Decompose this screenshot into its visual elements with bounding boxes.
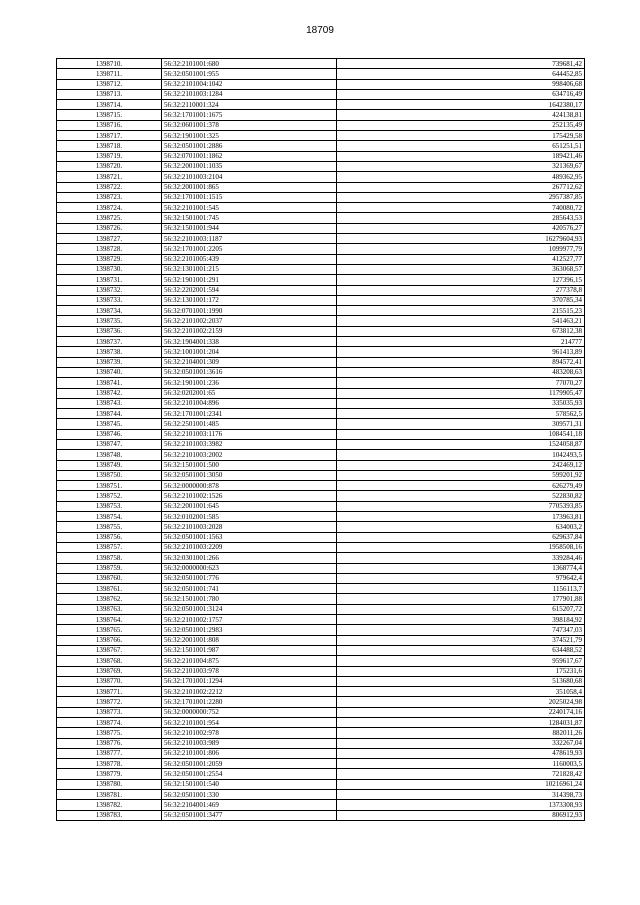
cadastral-value-cell: 412527,77 — [337, 254, 585, 264]
row-number-cell: 1398759. — [57, 563, 162, 573]
cadastral-number-cell: 56:32:1701001:1675 — [162, 110, 337, 120]
row-number-cell: 1398736. — [57, 326, 162, 336]
cadastral-value-cell: 398184,92 — [337, 615, 585, 625]
cadastral-number-cell: 56:32:0701001:1990 — [162, 306, 337, 316]
cadastral-number-cell: 56:32:0301001:266 — [162, 553, 337, 563]
cadastral-number-cell: 56:32:0701001:1862 — [162, 151, 337, 161]
cadastral-value-cell: 1642380,17 — [337, 100, 585, 110]
table-row — [57, 100, 585, 110]
table-row — [57, 69, 585, 79]
row-number-cell: 1398713. — [57, 89, 162, 99]
page-number: 18709 — [306, 25, 334, 36]
cadastral-value-cell: 998406,68 — [337, 79, 585, 89]
table-row — [57, 306, 585, 316]
row-number-cell: 1398729. — [57, 254, 162, 264]
cadastral-value-cell: 644452,85 — [337, 69, 585, 79]
cadastral-number-cell: 56:32:0501001:2886 — [162, 141, 337, 151]
table-row — [57, 388, 585, 398]
cadastral-number-cell: 56:32:2001001:865 — [162, 182, 337, 192]
cadastral-value-cell: 2240174,16 — [337, 707, 585, 717]
row-number-cell: 1398781. — [57, 790, 162, 800]
cadastral-value-cell: 309571,31 — [337, 419, 585, 429]
cadastral-number-cell: 56:32:1501001:944 — [162, 223, 337, 233]
cadastral-value-cell: 374521,79 — [337, 635, 585, 645]
cadastral-number-cell: 56:32:2101004:875 — [162, 656, 337, 666]
cadastral-value-cell: 424138,81 — [337, 110, 585, 120]
cadastral-number-cell: 56:32:2101003:978 — [162, 666, 337, 676]
table-row — [57, 223, 585, 233]
cadastral-number-cell: 56:32:2101003:2209 — [162, 542, 337, 552]
cadastral-value-cell: 267712,62 — [337, 182, 585, 192]
row-number-cell: 1398769. — [57, 666, 162, 676]
row-number-cell: 1398711. — [57, 69, 162, 79]
cadastral-value-cell: 747347,03 — [337, 625, 585, 635]
cadastral-number-cell: 56:32:1301001:215 — [162, 264, 337, 274]
table-row — [57, 687, 585, 697]
table-row — [57, 604, 585, 614]
cadastral-value-cell: 615207,72 — [337, 604, 585, 614]
row-number-cell: 1398743. — [57, 398, 162, 408]
row-number-cell: 1398710. — [57, 59, 162, 69]
cadastral-number-cell: 56:32:0102001:585 — [162, 512, 337, 522]
cadastral-number-cell: 56:32:2101003:1187 — [162, 234, 337, 244]
table-row — [57, 501, 585, 511]
table-row — [57, 378, 585, 388]
row-number-cell: 1398720. — [57, 161, 162, 171]
cadastral-value-table — [56, 58, 585, 821]
table-row — [57, 79, 585, 89]
cadastral-value-cell: 806912,93 — [337, 810, 585, 820]
row-number-cell: 1398764. — [57, 615, 162, 625]
table-row — [57, 120, 585, 130]
cadastral-value-cell: 882011,26 — [337, 728, 585, 738]
table-row — [57, 656, 585, 666]
table-row — [57, 213, 585, 223]
cadastral-value-cell: 285643,53 — [337, 213, 585, 223]
cadastral-value-cell: 1084541,18 — [337, 429, 585, 439]
cadastral-number-cell: 56:32:2101003:2028 — [162, 522, 337, 532]
cadastral-number-cell: 56:32:0501001:741 — [162, 584, 337, 594]
table-row — [57, 728, 585, 738]
cadastral-number-cell: 56:32:0501001:3124 — [162, 604, 337, 614]
row-number-cell: 1398762. — [57, 594, 162, 604]
table-row — [57, 666, 585, 676]
row-number-cell: 1398749. — [57, 460, 162, 470]
table-row — [57, 542, 585, 552]
cadastral-number-cell: 56:32:1501001:745 — [162, 213, 337, 223]
cadastral-number-cell: 56:32:0601001:378 — [162, 120, 337, 130]
cadastral-number-cell: 56:32:2101002:2037 — [162, 316, 337, 326]
row-number-cell: 1398779. — [57, 769, 162, 779]
cadastral-number-cell: 56:32:2101005:439 — [162, 254, 337, 264]
row-number-cell: 1398738. — [57, 347, 162, 357]
row-number-cell: 1398776. — [57, 738, 162, 748]
cadastral-number-cell: 56:32:2101002:2159 — [162, 326, 337, 336]
row-number-cell: 1398739. — [57, 357, 162, 367]
cadastral-value-cell: 175429,58 — [337, 131, 585, 141]
row-number-cell: 1398773. — [57, 707, 162, 717]
table-row — [57, 790, 585, 800]
table-row — [57, 718, 585, 728]
cadastral-number-cell: 56:32:1901001:325 — [162, 131, 337, 141]
cadastral-value-cell: 177901,88 — [337, 594, 585, 604]
cadastral-number-cell: 56:32:2101002:1757 — [162, 615, 337, 625]
table-row — [57, 748, 585, 758]
cadastral-value-cell: 215515,23 — [337, 306, 585, 316]
table-row — [57, 151, 585, 161]
cadastral-value-cell: 1284031,87 — [337, 718, 585, 728]
row-number-cell: 1398775. — [57, 728, 162, 738]
cadastral-number-cell: 56:32:2101001:954 — [162, 718, 337, 728]
row-number-cell: 1398778. — [57, 759, 162, 769]
cadastral-number-cell: 56:32:2101003:2002 — [162, 450, 337, 460]
table-row — [57, 563, 585, 573]
table-row — [57, 625, 585, 635]
table-row — [57, 398, 585, 408]
cadastral-number-cell: 56:32:2101002:1526 — [162, 491, 337, 501]
cadastral-value-cell: 1524058,87 — [337, 439, 585, 449]
cadastral-value-cell: 16279604,93 — [337, 234, 585, 244]
row-number-cell: 1398783. — [57, 810, 162, 820]
cadastral-value-cell: 478619,93 — [337, 748, 585, 758]
row-number-cell: 1398758. — [57, 553, 162, 563]
row-number-cell: 1398765. — [57, 625, 162, 635]
row-number-cell: 1398745. — [57, 419, 162, 429]
cadastral-value-cell: 1042493,5 — [337, 450, 585, 460]
table-row — [57, 584, 585, 594]
row-number-cell: 1398763. — [57, 604, 162, 614]
cadastral-number-cell: 56:32:1701001:2280 — [162, 697, 337, 707]
cadastral-number-cell: 56:32:0501001:955 — [162, 69, 337, 79]
table-row — [57, 645, 585, 655]
cadastral-value-cell: 420576,27 — [337, 223, 585, 233]
row-number-cell: 1398719. — [57, 151, 162, 161]
table-row — [57, 316, 585, 326]
table-row — [57, 800, 585, 810]
table-row — [57, 759, 585, 769]
cadastral-value-cell: 351058,4 — [337, 687, 585, 697]
cadastral-value-cell: 10216961,24 — [337, 779, 585, 789]
cadastral-value-cell: 363068,57 — [337, 264, 585, 274]
cadastral-value-cell: 332267,04 — [337, 738, 585, 748]
table-row — [57, 697, 585, 707]
cadastral-value-cell: 513680,68 — [337, 676, 585, 686]
table-row — [57, 285, 585, 295]
table-row — [57, 460, 585, 470]
table-row — [57, 707, 585, 717]
cadastral-number-cell: 56:32:2101004:1042 — [162, 79, 337, 89]
row-number-cell: 1398751. — [57, 481, 162, 491]
cadastral-value-cell: 1156113,7 — [337, 584, 585, 594]
cadastral-number-cell: 56:32:2101003:1284 — [162, 89, 337, 99]
cadastral-number-cell: 56:32:0501001:2059 — [162, 759, 337, 769]
cadastral-value-cell: 1160003,5 — [337, 759, 585, 769]
row-number-cell: 1398712. — [57, 79, 162, 89]
cadastral-value-cell: 321369,67 — [337, 161, 585, 171]
table-row — [57, 110, 585, 120]
cadastral-value-cell: 651251,51 — [337, 141, 585, 151]
cadastral-value-cell: 740080,72 — [337, 203, 585, 213]
row-number-cell: 1398761. — [57, 584, 162, 594]
cadastral-value-cell: 370785,34 — [337, 295, 585, 305]
row-number-cell: 1398777. — [57, 748, 162, 758]
table-row — [57, 275, 585, 285]
cadastral-value-cell: 1368774,4 — [337, 563, 585, 573]
table-body — [57, 59, 585, 821]
row-number-cell: 1398718. — [57, 141, 162, 151]
table-row — [57, 89, 585, 99]
table-row — [57, 635, 585, 645]
table-row — [57, 470, 585, 480]
cadastral-value-cell: 894572,41 — [337, 357, 585, 367]
table-row — [57, 131, 585, 141]
cadastral-value-cell: 214777 — [337, 337, 585, 347]
cadastral-number-cell: 56:32:0501001:2554 — [162, 769, 337, 779]
cadastral-number-cell: 56:32:1901001:236 — [162, 378, 337, 388]
cadastral-number-cell: 56:32:0000000:878 — [162, 481, 337, 491]
cadastral-value-cell: 175231,6 — [337, 666, 585, 676]
cadastral-value-cell: 2025024,98 — [337, 697, 585, 707]
cadastral-number-cell: 56:32:1501001:500 — [162, 460, 337, 470]
row-number-cell: 1398725. — [57, 213, 162, 223]
table-row — [57, 532, 585, 542]
table-row — [57, 161, 585, 171]
cadastral-value-cell: 626279,49 — [337, 481, 585, 491]
cadastral-number-cell: 56:32:0501001:3616 — [162, 367, 337, 377]
cadastral-number-cell: 56:32:0501001:3477 — [162, 810, 337, 820]
cadastral-number-cell: 56:32:0501001:330 — [162, 790, 337, 800]
row-number-cell: 1398715. — [57, 110, 162, 120]
row-number-cell: 1398722. — [57, 182, 162, 192]
cadastral-number-cell: 56:32:0501001:3050 — [162, 470, 337, 480]
row-number-cell: 1398717. — [57, 131, 162, 141]
row-number-cell: 1398774. — [57, 718, 162, 728]
table-row — [57, 264, 585, 274]
cadastral-value-cell: 599201,92 — [337, 470, 585, 480]
cadastral-number-cell: 56:32:2001001:808 — [162, 635, 337, 645]
cadastral-number-cell: 56:32:2101003:1176 — [162, 429, 337, 439]
table-row — [57, 234, 585, 244]
cadastral-number-cell: 56:32:1501001:540 — [162, 779, 337, 789]
cadastral-number-cell: 56:32:2101001:545 — [162, 203, 337, 213]
cadastral-number-cell: 56:32:0000000:623 — [162, 563, 337, 573]
cadastral-number-cell: 56:32:0202001:65 — [162, 388, 337, 398]
row-number-cell: 1398741. — [57, 378, 162, 388]
table-row — [57, 244, 585, 254]
row-number-cell: 1398750. — [57, 470, 162, 480]
row-number-cell: 1398723. — [57, 192, 162, 202]
cadastral-value-cell: 1958508,16 — [337, 542, 585, 552]
row-number-cell: 1398730. — [57, 264, 162, 274]
table-row — [57, 779, 585, 789]
cadastral-value-cell: 961413,89 — [337, 347, 585, 357]
table-row — [57, 59, 585, 69]
cadastral-value-cell: 721828,42 — [337, 769, 585, 779]
row-number-cell: 1398737. — [57, 337, 162, 347]
cadastral-value-cell: 541463,21 — [337, 316, 585, 326]
cadastral-number-cell: 56:32:1501001:780 — [162, 594, 337, 604]
cadastral-value-cell: 634716,49 — [337, 89, 585, 99]
cadastral-number-cell: 56:32:2101002:2212 — [162, 687, 337, 697]
row-number-cell: 1398744. — [57, 409, 162, 419]
cadastral-value-cell: 189421,46 — [337, 151, 585, 161]
table-row — [57, 295, 585, 305]
cadastral-number-cell: 56:32:2101003:3982 — [162, 439, 337, 449]
row-number-cell: 1398757. — [57, 542, 162, 552]
table-row — [57, 367, 585, 377]
cadastral-value-cell: 277378,8 — [337, 285, 585, 295]
cadastral-value-cell: 335035,93 — [337, 398, 585, 408]
table-row — [57, 450, 585, 460]
table-row — [57, 337, 585, 347]
cadastral-number-cell: 56:32:2202001:594 — [162, 285, 337, 295]
table-row — [57, 522, 585, 532]
table-row — [57, 326, 585, 336]
row-number-cell: 1398755. — [57, 522, 162, 532]
row-number-cell: 1398721. — [57, 172, 162, 182]
table-row — [57, 810, 585, 820]
table-row — [57, 429, 585, 439]
table-row — [57, 419, 585, 429]
cadastral-number-cell: 56:32:2101001:806 — [162, 748, 337, 758]
cadastral-number-cell: 56:32:2101001:680 — [162, 59, 337, 69]
table-row — [57, 141, 585, 151]
row-number-cell: 1398782. — [57, 800, 162, 810]
row-number-cell: 1398766. — [57, 635, 162, 645]
table-row — [57, 203, 585, 213]
table-row — [57, 347, 585, 357]
cadastral-number-cell: 56:32:0501001:1563 — [162, 532, 337, 542]
table-row — [57, 676, 585, 686]
cadastral-value-cell: 7705393,85 — [337, 501, 585, 511]
cadastral-value-cell: 483208,63 — [337, 367, 585, 377]
row-number-cell: 1398740. — [57, 367, 162, 377]
cadastral-value-cell: 634488,52 — [337, 645, 585, 655]
cadastral-value-cell: 314398,73 — [337, 790, 585, 800]
cadastral-value-cell: 739681,42 — [337, 59, 585, 69]
table-row — [57, 409, 585, 419]
row-number-cell: 1398724. — [57, 203, 162, 213]
cadastral-number-cell: 56:32:0501001:776 — [162, 573, 337, 583]
row-number-cell: 1398748. — [57, 450, 162, 460]
row-number-cell: 1398753. — [57, 501, 162, 511]
row-number-cell: 1398728. — [57, 244, 162, 254]
cadastral-number-cell: 56:32:1904001:338 — [162, 337, 337, 347]
row-number-cell: 1398771. — [57, 687, 162, 697]
cadastral-value-cell: 578562,5 — [337, 409, 585, 419]
cadastral-number-cell: 56:32:2001001:1035 — [162, 161, 337, 171]
cadastral-number-cell: 56:32:2101003:989 — [162, 738, 337, 748]
row-number-cell: 1398746. — [57, 429, 162, 439]
cadastral-number-cell: 56:32:1901001:291 — [162, 275, 337, 285]
row-number-cell: 1398734. — [57, 306, 162, 316]
table-row — [57, 738, 585, 748]
cadastral-value-cell: 1179905,47 — [337, 388, 585, 398]
cadastral-value-cell: 959617,67 — [337, 656, 585, 666]
cadastral-number-cell: 56:32:1501001:987 — [162, 645, 337, 655]
row-number-cell: 1398727. — [57, 234, 162, 244]
row-number-cell: 1398772. — [57, 697, 162, 707]
cadastral-number-cell: 56:32:1701001:2341 — [162, 409, 337, 419]
cadastral-value-cell: 242469,12 — [337, 460, 585, 470]
table-row — [57, 172, 585, 182]
cadastral-value-cell: 339284,46 — [337, 553, 585, 563]
table-row — [57, 491, 585, 501]
row-number-cell: 1398756. — [57, 532, 162, 542]
cadastral-value-cell: 252135,49 — [337, 120, 585, 130]
cadastral-number-cell: 56:32:2104001:469 — [162, 800, 337, 810]
cadastral-number-cell: 56:32:1701001:2205 — [162, 244, 337, 254]
cadastral-number-cell: 56:32:2104001:309 — [162, 357, 337, 367]
cadastral-value-cell: 634003,2 — [337, 522, 585, 532]
row-number-cell: 1398760. — [57, 573, 162, 583]
table-row — [57, 769, 585, 779]
row-number-cell: 1398731. — [57, 275, 162, 285]
table-row — [57, 573, 585, 583]
cadastral-value-cell: 979642,4 — [337, 573, 585, 583]
row-number-cell: 1398747. — [57, 439, 162, 449]
cadastral-number-cell: 56:32:1301001:172 — [162, 295, 337, 305]
row-number-cell: 1398770. — [57, 676, 162, 686]
cadastral-value-cell: 77070,27 — [337, 378, 585, 388]
row-number-cell: 1398754. — [57, 512, 162, 522]
cadastral-value-cell: 522830,82 — [337, 491, 585, 501]
cadastral-value-cell: 1373308,93 — [337, 800, 585, 810]
cadastral-value-cell: 173963,81 — [337, 512, 585, 522]
cadastral-number-cell: 56:32:2101003:2104 — [162, 172, 337, 182]
row-number-cell: 1398726. — [57, 223, 162, 233]
cadastral-number-cell: 56:32:0501001:2983 — [162, 625, 337, 635]
row-number-cell: 1398768. — [57, 656, 162, 666]
table-row — [57, 594, 585, 604]
row-number-cell: 1398752. — [57, 491, 162, 501]
table-row — [57, 254, 585, 264]
row-number-cell: 1398742. — [57, 388, 162, 398]
row-number-cell: 1398714. — [57, 100, 162, 110]
cadastral-number-cell: 56:32:2101002:978 — [162, 728, 337, 738]
table-row — [57, 553, 585, 563]
row-number-cell: 1398780. — [57, 779, 162, 789]
cadastral-number-cell: 56:32:1001001:204 — [162, 347, 337, 357]
cadastral-value-cell: 127396,15 — [337, 275, 585, 285]
cadastral-number-cell: 56:32:1701001:1515 — [162, 192, 337, 202]
row-number-cell: 1398767. — [57, 645, 162, 655]
cadastral-value-cell: 629637,84 — [337, 532, 585, 542]
cadastral-number-cell: 56:32:2001001:645 — [162, 501, 337, 511]
cadastral-value-cell: 2957387,85 — [337, 192, 585, 202]
row-number-cell: 1398733. — [57, 295, 162, 305]
table-row — [57, 481, 585, 491]
table-row — [57, 357, 585, 367]
cadastral-number-cell: 56:32:2101004:896 — [162, 398, 337, 408]
cadastral-value-cell: 489362,95 — [337, 172, 585, 182]
table-row — [57, 512, 585, 522]
table-row — [57, 439, 585, 449]
cadastral-number-cell: 56:32:2501001:485 — [162, 419, 337, 429]
table-row — [57, 182, 585, 192]
cadastral-value-cell: 673812,38 — [337, 326, 585, 336]
row-number-cell: 1398716. — [57, 120, 162, 130]
cadastral-value-cell: 1099977,79 — [337, 244, 585, 254]
row-number-cell: 1398732. — [57, 285, 162, 295]
table-row — [57, 615, 585, 625]
cadastral-number-cell: 56:32:2110001:324 — [162, 100, 337, 110]
cadastral-number-cell: 56:32:0000000:752 — [162, 707, 337, 717]
row-number-cell: 1398735. — [57, 316, 162, 326]
table-row — [57, 192, 585, 202]
cadastral-number-cell: 56:32:1701001:1294 — [162, 676, 337, 686]
